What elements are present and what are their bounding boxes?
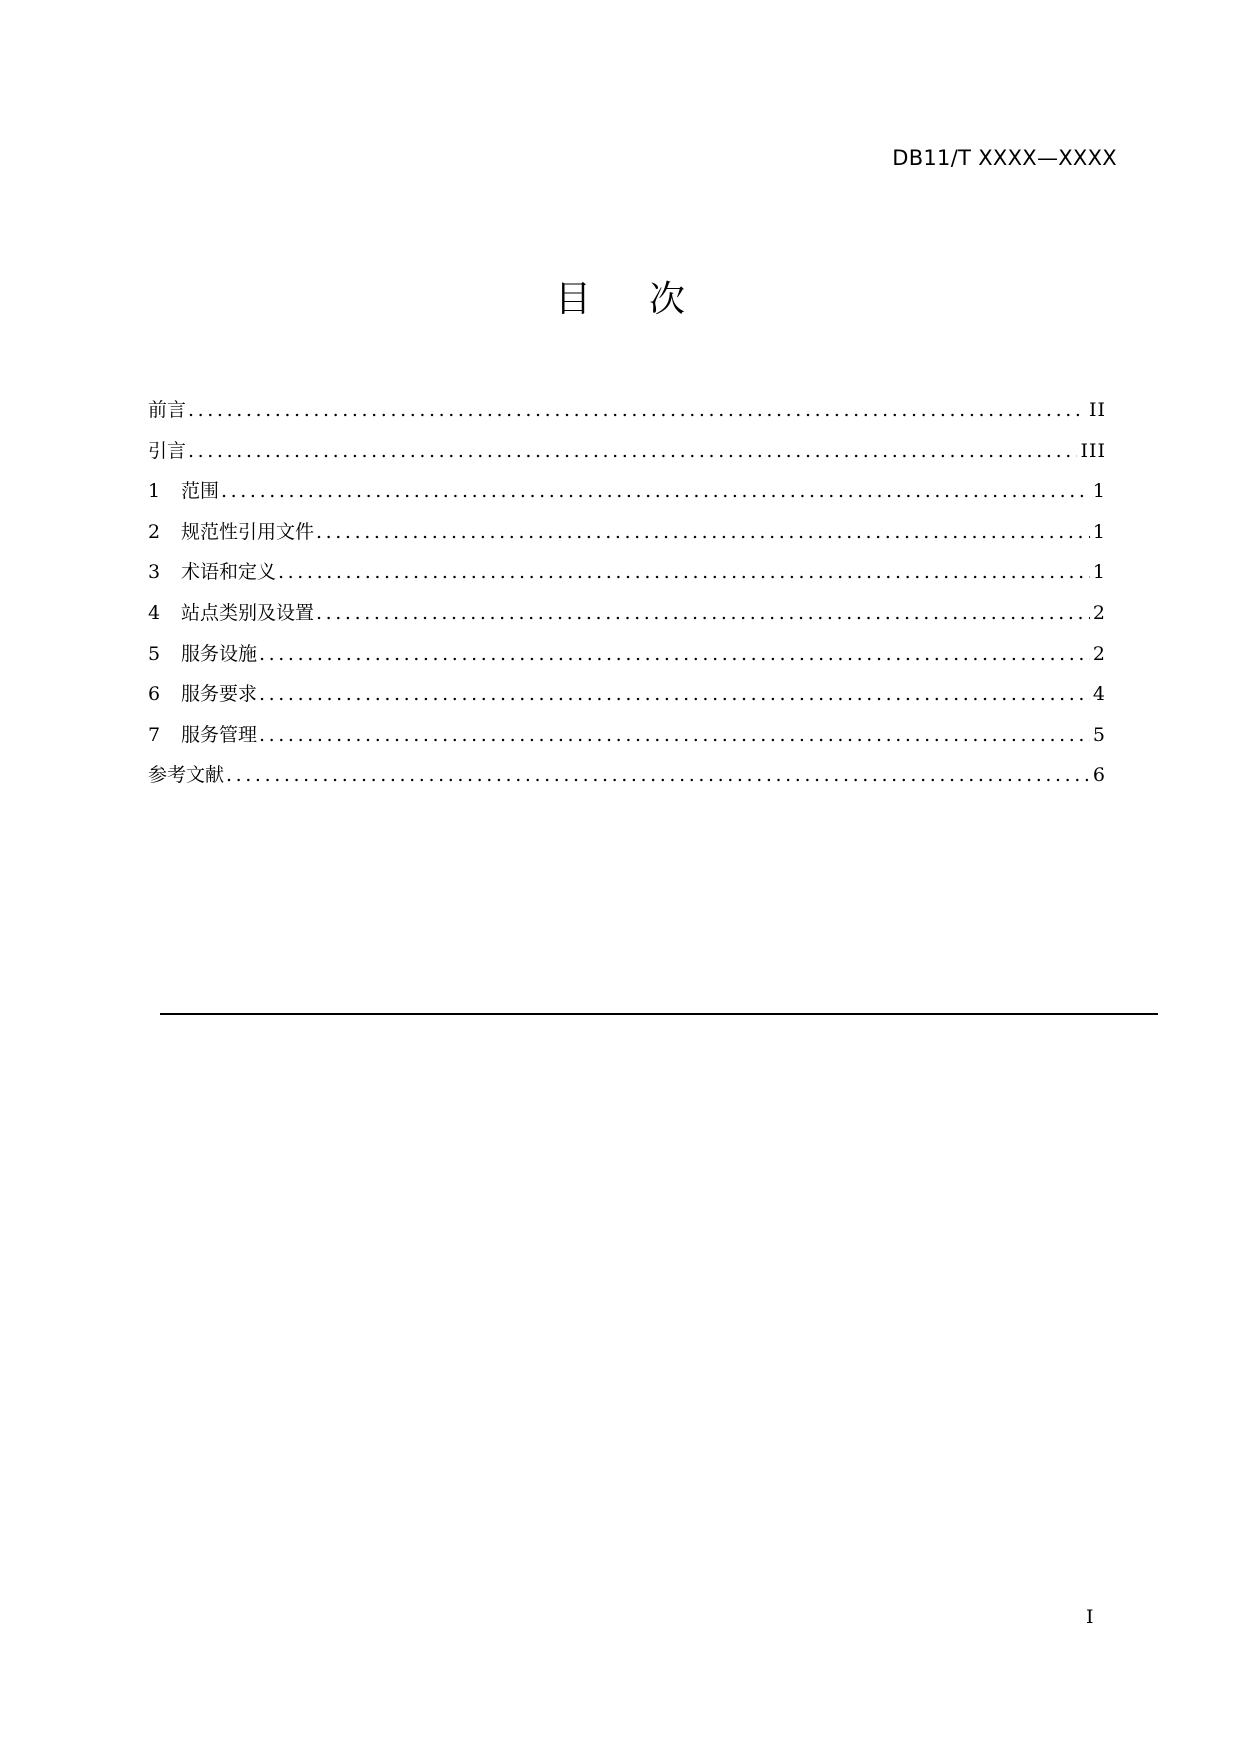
toc-entry-service-facilities[interactable]	[148, 634, 1106, 675]
horizontal-rule	[160, 1013, 1158, 1015]
toc-leader-dots	[188, 390, 1086, 431]
toc-entry-label: 服务管理	[181, 723, 258, 746]
toc-entry-label: 范围	[181, 480, 220, 503]
toc-entry-scope[interactable]	[148, 471, 1106, 512]
toc-entry-page: 2	[1092, 642, 1106, 665]
toc-entry-page: 2	[1092, 601, 1106, 624]
toc-entry-introduction[interactable]	[148, 431, 1106, 472]
toc-entry-site-categories[interactable]	[148, 593, 1106, 634]
toc-entry-page: 1	[1092, 561, 1106, 584]
page-number: I	[1086, 1606, 1094, 1628]
toc-entry-label: 规范性引用文件	[181, 520, 315, 543]
toc-entry-page: III	[1080, 439, 1106, 462]
toc-entry-bibliography[interactable]	[148, 755, 1106, 796]
toc-entry-label: 参考文献	[148, 764, 225, 787]
toc-leader-dots	[316, 593, 1090, 634]
toc-entry-label: 前言	[148, 399, 187, 421]
toc-entry-page: II	[1088, 399, 1106, 421]
toc-entry-number: 3	[148, 561, 161, 584]
toc-entry-page: 6	[1092, 764, 1106, 787]
toc-entry-page: 1	[1092, 480, 1106, 503]
toc-entry-number: 5	[148, 642, 161, 665]
toc-entry-service-requirements[interactable]	[148, 674, 1106, 715]
toc-entry-number: 4	[148, 601, 161, 624]
toc-entry-foreword[interactable]	[148, 390, 1106, 431]
toc-leader-dots	[259, 715, 1090, 756]
toc-entry-number: 7	[148, 723, 161, 746]
toc-entry-label: 站点类别及设置	[181, 601, 315, 624]
toc-leader-dots	[259, 674, 1090, 715]
title-char-2: 次	[649, 279, 686, 320]
toc-entry-normative-references[interactable]	[148, 512, 1106, 553]
toc-entry-number: 1	[148, 480, 161, 503]
toc-entry-label: 服务要求	[181, 683, 258, 706]
toc-entry-label: 引言	[148, 439, 187, 462]
toc-entry-page: 1	[1092, 520, 1106, 543]
toc-entry-service-management[interactable]	[148, 715, 1106, 756]
standard-code: DB11/T XXXX—XXXX	[892, 146, 1117, 170]
toc-entry-page: 4	[1092, 683, 1106, 706]
toc-leader-dots	[221, 471, 1090, 512]
toc-entry-terms-definitions[interactable]	[148, 552, 1106, 593]
toc-leader-dots	[259, 634, 1090, 675]
toc-entry-number: 6	[148, 683, 161, 706]
title-char-1: 目	[554, 279, 591, 320]
toc-entry-page: 5	[1092, 723, 1106, 746]
toc-entry-number: 2	[148, 520, 161, 543]
toc-leader-dots	[226, 755, 1090, 796]
toc-leader-dots	[188, 431, 1077, 472]
page-title	[0, 275, 1240, 325]
toc-leader-dots	[278, 552, 1090, 593]
table-of-contents	[148, 390, 1106, 796]
toc-entry-label: 术语和定义	[181, 561, 277, 584]
toc-entry-label: 服务设施	[181, 642, 258, 665]
toc-leader-dots	[316, 512, 1090, 553]
